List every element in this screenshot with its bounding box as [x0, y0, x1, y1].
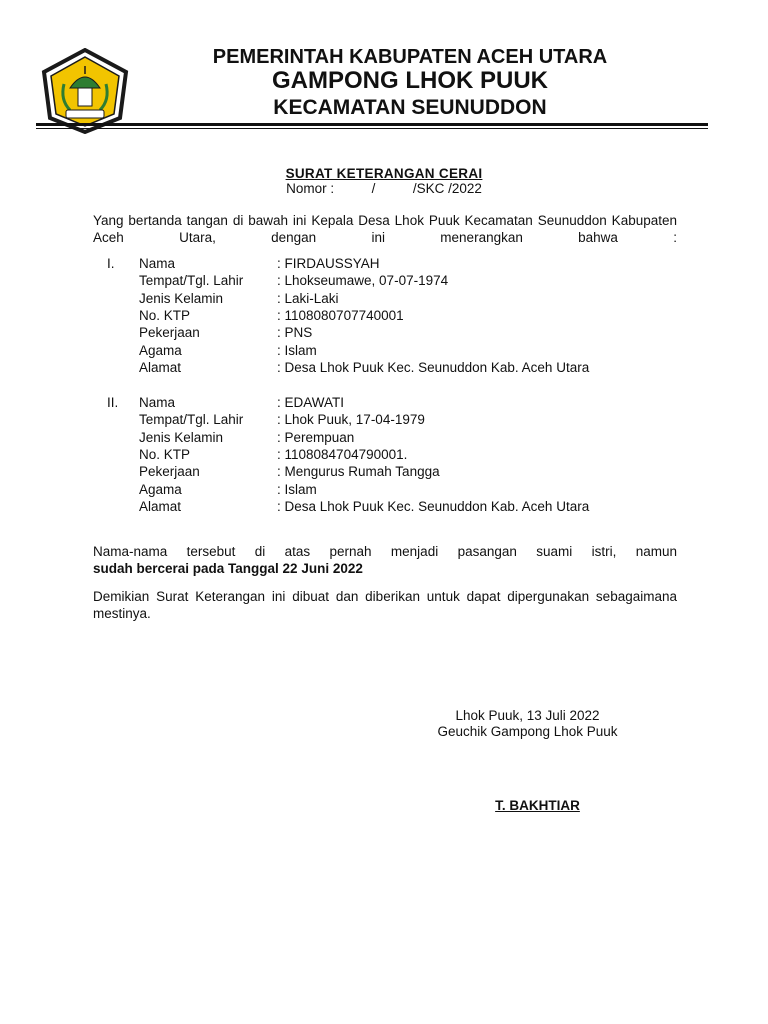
field-value: : Islam: [277, 482, 317, 497]
field-value: : EDAWATI: [277, 395, 344, 410]
header-line-1: PEMERINTAH KABUPATEN ACEH UTARA: [212, 46, 608, 68]
field-value: : FIRDAUSSYAH: [277, 256, 380, 271]
header-line-2: GAMPONG LHOK PUUK: [272, 67, 548, 94]
field-value: : Lhok Puuk, 17-04-1979: [277, 412, 425, 427]
person-number: I.: [107, 256, 115, 271]
field-value: : 1108084704790001.: [277, 447, 408, 462]
statement-bold-text: sudah bercerai pada Tanggal 22 Juni 2022: [93, 561, 363, 576]
field-label: Agama: [139, 482, 182, 497]
intro-paragraph: Yang bertanda tangan di bawah ini Kepala Desa Lhok Puuk Kecamatan Seunuddon Kabupaten Aceh Utara, dengan ini menerangkan bahwa :: [93, 213, 677, 245]
signature-place-date: Lhok Puuk, 13 Juli 2022: [455, 708, 600, 723]
statement-paragraph: [93, 543, 677, 577]
header-divider-thick: [36, 123, 708, 126]
field-label: No. KTP: [139, 308, 191, 323]
field-label: Nama: [139, 256, 176, 271]
field-value: : Mengurus Rumah Tangga: [277, 464, 440, 479]
signatory-name: T. BAKHTIAR: [495, 798, 580, 813]
field-label: Tempat/Tgl. Lahir: [139, 412, 244, 427]
field-value: : PNS: [277, 325, 313, 340]
field-value: : Lhokseumawe, 07-07-1974: [277, 273, 449, 288]
field-label: Jenis Kelamin: [139, 291, 224, 306]
field-value: : Desa Lhok Puuk Kec. Seunuddon Kab. Aceh Utara: [277, 499, 590, 514]
field-value: : Perempuan: [277, 430, 355, 445]
field-label: No. KTP: [139, 447, 191, 462]
aceh-utara-emblem-icon: [40, 48, 130, 134]
field-value: : Islam: [277, 343, 317, 358]
header-line-3: KECAMATAN SEUNUDDON: [273, 96, 547, 119]
person-number: II.: [107, 395, 119, 410]
field-value: : 1108080707740001: [277, 308, 404, 323]
signature-position: Geuchik Gampong Lhok Puuk: [437, 724, 618, 739]
field-label: Agama: [139, 343, 182, 358]
field-label: Pekerjaan: [139, 464, 200, 479]
letter-title: SURAT KETERANGAN CERAI: [285, 166, 483, 181]
field-value: : Desa Lhok Puuk Kec. Seunuddon Kab. Aceh Utara: [277, 360, 590, 375]
closing-paragraph: [93, 588, 677, 622]
field-value: : Laki-Laki: [277, 291, 339, 306]
field-label: Jenis Kelamin: [139, 430, 224, 445]
field-label: Pekerjaan: [139, 325, 200, 340]
field-label: Tempat/Tgl. Lahir: [139, 273, 244, 288]
field-label: Nama: [139, 395, 176, 410]
field-label: Alamat: [139, 499, 182, 514]
closing-text: Demikian Surat Keterangan ini dibuat dan diberikan untuk dapat dipergunakan sebagaimana mestinya.: [93, 589, 677, 621]
letter-number: Nomor : / /SKC /2022: [286, 181, 482, 196]
statement-text: Nama-nama tersebut di atas pernah menjadi pasangan suami istri, namun: [93, 544, 677, 559]
field-label: Alamat: [139, 360, 182, 375]
header-divider-thin: [36, 128, 708, 129]
